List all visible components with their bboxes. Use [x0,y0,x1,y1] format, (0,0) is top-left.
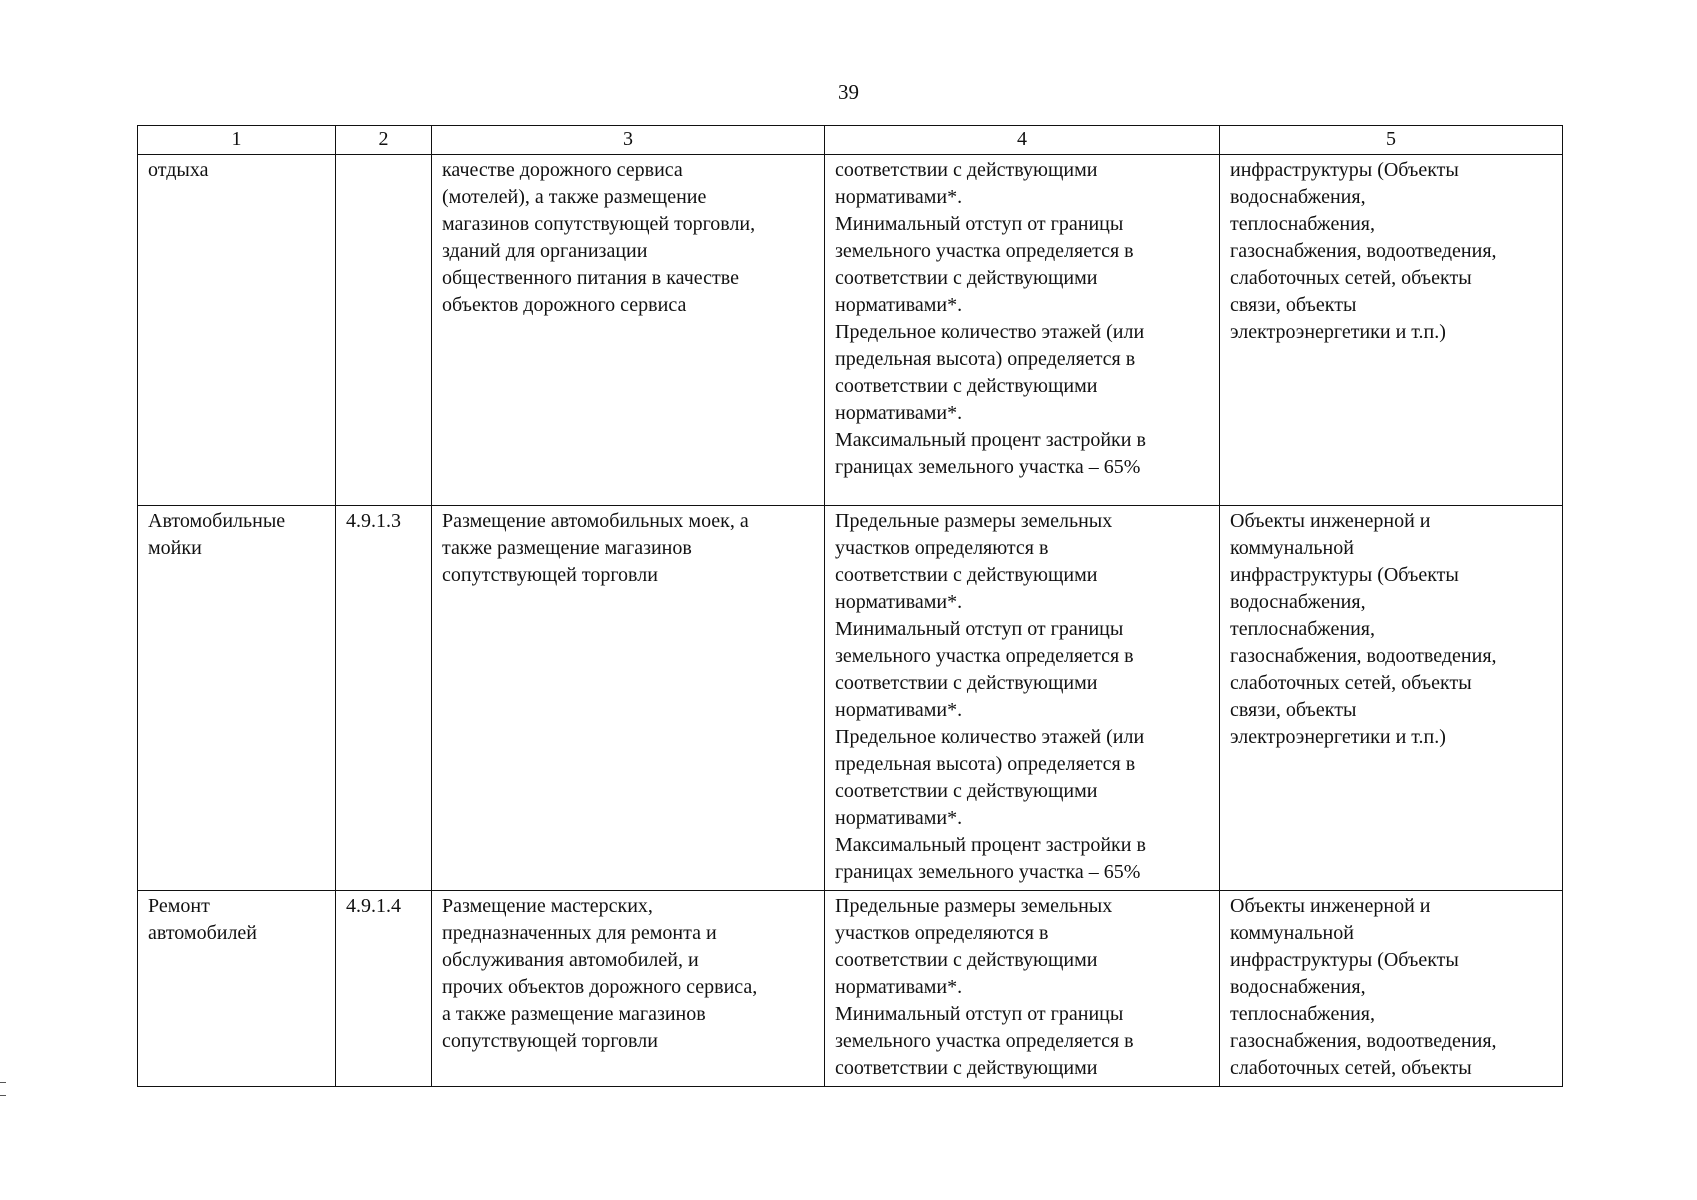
use-name-cell: Автомобильные мойки [138,506,336,891]
land-use-table [137,125,1563,1087]
use-name-cell: Ремонт автомобилей [138,891,336,1087]
use-code-cell [336,155,432,506]
table-row [138,155,1563,506]
auxiliary-uses-cell: инфраструктуры (Объекты водоснабжения, теплоснабжения, газоснабжения, водоотведения, слаботочных сетей, объекты связи, объекты электроэнергетики и т.п.) [1220,155,1563,506]
parameters-cell: Предельные размеры земельных участков определяются в соответствии с действующими нормативами*. Минимальный отступ от границы земельного участка определяется в соответствии с действующими нормативами*. Предельное количество этажей (или предельная высота) определяется в соответствии с действующими нормативами*. Максимальный процент застройки в границах земельного участка – 65% [825,506,1220,891]
table-header-row [138,126,1563,155]
column-header-4: 4 [825,126,1220,155]
parameters-cell: Предельные размеры земельных участков определяются в соответствии с действующими нормативами*. Минимальный отступ от границы земельного участка определяется в соответствии с действующими [825,891,1220,1087]
use-code-cell: 4.9.1.4 [336,891,432,1087]
auxiliary-uses-cell: Объекты инженерной и коммунальной инфраструктуры (Объекты водоснабжения, теплоснабжения, газоснабжения, водоотведения, слаботочных сетей, объекты связи, объекты электроэнергетики и т.п.) [1220,506,1563,891]
use-description-cell: качестве дорожного сервиса (мотелей), а также размещение магазинов сопутствующей торговли, зданий для организации общественного питания в качестве объектов дорожного сервиса [432,155,825,506]
table-row [138,891,1563,1087]
column-header-2: 2 [336,126,432,155]
page-number: 39 [838,80,859,104]
parameters-cell: соответствии с действующими нормативами*. Минимальный отступ от границы земельного участка определяется в соответствии с действующими нормативами*. Предельное количество этажей (или предельная высота) определяется в соответствии с действующими нормативами*. Максимальный процент застройки в границах земельного участка – 65% [825,155,1220,506]
table-row [138,506,1563,891]
column-header-3: 3 [432,126,825,155]
use-name-cell: отдыха [138,155,336,506]
column-header-1: 1 [138,126,336,155]
auxiliary-uses-cell: Объекты инженерной и коммунальной инфраструктуры (Объекты водоснабжения, теплоснабжения, газоснабжения, водоотведения, слаботочных сетей, объекты [1220,891,1563,1087]
use-description-cell: Размещение мастерских, предназначенных для ремонта и обслуживания автомобилей, и прочих объектов дорожного сервиса, а также размещение магазинов сопутствующей торговли [432,891,825,1087]
use-code-cell: 4.9.1.3 [336,506,432,891]
use-description-cell: Размещение автомобильных моек, а также размещение магазинов сопутствующей торговли [432,506,825,891]
column-header-5: 5 [1220,126,1563,155]
scan-edge-mark [0,1082,6,1096]
